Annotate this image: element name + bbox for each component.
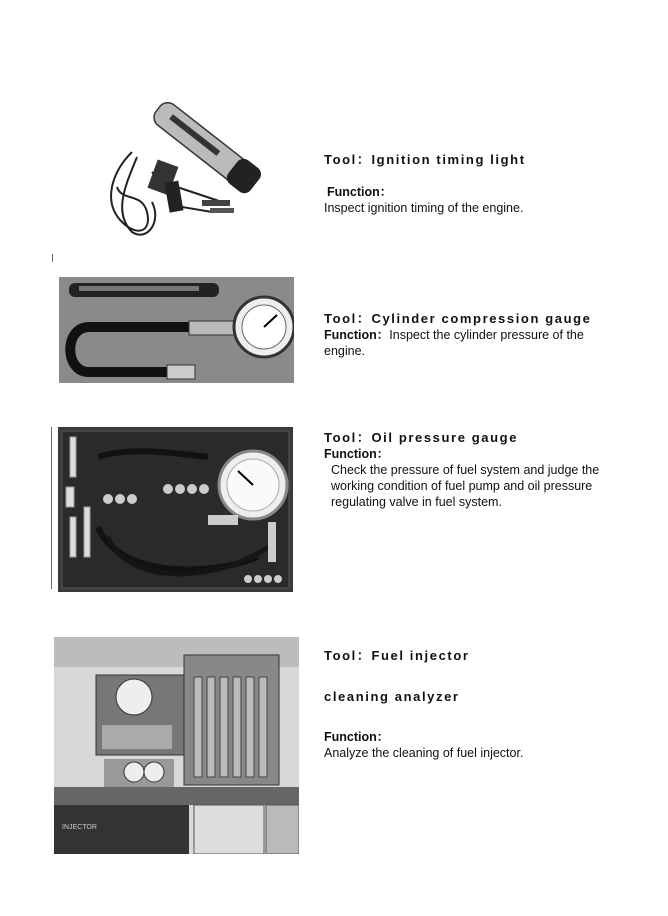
function-text: Inspect ignition timing of the engine. [324,201,524,215]
function-label: Function： [324,328,390,342]
tool-ignition-timing-light [324,152,624,216]
tool-title: Tool：Oil pressure gauge [324,430,519,445]
oil-pressure-gauge-photo [58,427,293,592]
function-label: Function： [324,730,390,744]
tool-title: Tool：Cylinder compression gauge [324,311,592,326]
tool-title-line1: Tool：Fuel injector [324,648,470,663]
fuel-injector-cleaning-analyzer-photo [54,637,299,854]
injector-panel-label: INJECTOR [62,824,97,831]
function-label: Function： [324,447,390,461]
ignition-timing-light-photo [92,82,272,252]
tool-oil-pressure-gauge [324,430,624,510]
tool-cylinder-compression-gauge [324,311,624,359]
edge-mark [51,427,52,589]
function-text: Inspect the cylinder pressure of the engine. [324,328,584,358]
tool-fuel-injector-cleaning-analyzer [324,648,624,761]
function-text: Check the pressure of fuel system and judge the working condition of fuel pump and oil pressure regulating valve in fuel system. [331,463,600,509]
function-text: Analyze the cleaning of fuel injector. [324,746,524,760]
tool-title-line2: cleaning analyzer [324,689,460,704]
edge-mark [52,254,53,262]
cylinder-compression-gauge-photo [59,277,294,383]
tool-title: Tool：Ignition timing light [324,152,526,167]
function-label: Function： [327,185,393,199]
